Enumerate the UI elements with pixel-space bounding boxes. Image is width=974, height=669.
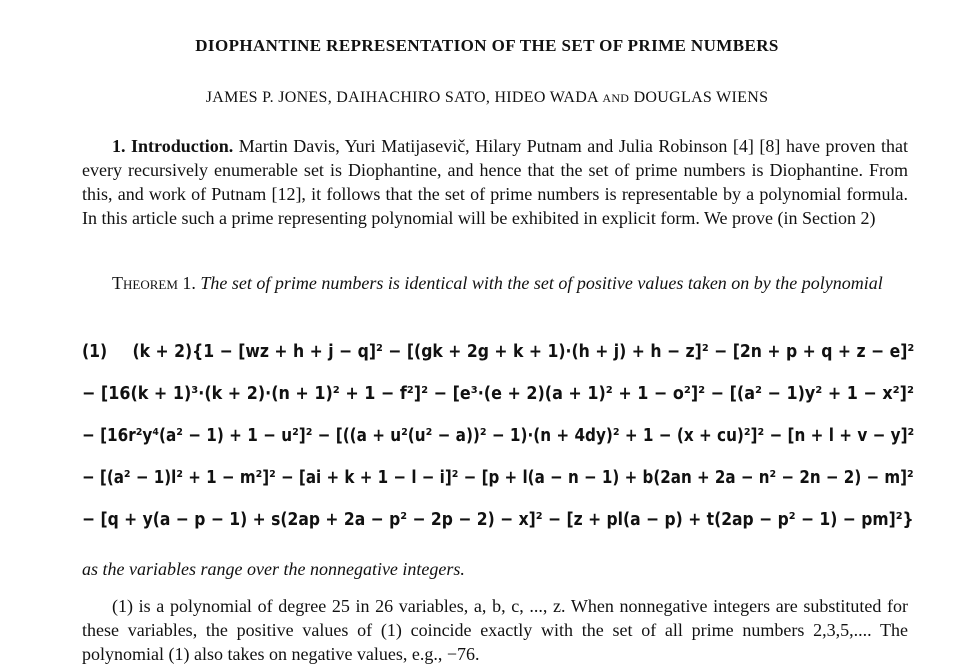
closing-paragraph: (1) is a polynomial of degree 25 in 26 variables, a, b, c, ..., z. When nonnegative integers are substituted for these variables, the positive values of (1) coincide exactly with the set of all prime numbers 2,3,5,.... The polynomial (1) also takes on negative values, e.g., −76. — [82, 596, 908, 664]
paper-title: DIOPHANTINE REPRESENTATION OF THE SET OF PRIME NUMBERS — [195, 36, 779, 55]
equation-line-text: (k + 2){1 − [wz + h + j − q]² − [(gk + 2g + k + 1)·(h + j) + h − z]² − [2n + p + q + z − e]² — [132, 341, 915, 362]
section-heading: 1. Introduction. — [112, 136, 234, 156]
theorem-label: Theorem 1. — [112, 273, 196, 293]
equation-line-5: − [q + y(a − p − 1) + s(2ap + 2a − p² − 2p − 2) − x]² − [z + pl(a − p) + t(2ap − p² − 1) − pm]²} — [82, 509, 914, 530]
theorem-text: The set of prime numbers is identical with the set of positive values taken on by the polynomial — [200, 273, 883, 293]
equation-line-2: − [16(k + 1)³·(k + 2)·(n + 1)² + 1 − f²]² − [e³·(e + 2)(a + 1)² + 1 − o²]² − [(a² − 1)y² + 1 − x²]² — [82, 383, 914, 404]
theorem-statement — [82, 271, 908, 295]
equation-line-4: − [(a² − 1)l² + 1 − m²]² − [ai + k + 1 − l − i]² − [p + l(a − n − 1) + b(2an + 2a − n² − 2n − 2) − m]² — [82, 467, 914, 488]
introduction-paragraph — [82, 134, 908, 230]
range-statement — [82, 557, 908, 581]
authors-and: AND — [602, 91, 630, 105]
authors-first: JAMES P. JONES, DAIHACHIRO SATO, HIDEO WADA — [205, 89, 599, 106]
equation-line-1 — [82, 341, 914, 362]
range-text: as the variables range over the nonnegative integers. — [82, 559, 465, 579]
authors-last: DOUGLAS WIENS — [633, 89, 769, 106]
equation-line-3: − [16r²y⁴(a² − 1) + 1 − u²]² − [((a + u²(u² − a))² − 1)·(n + 4dy)² + 1 − (x + cu)²]² − [n + l + v − y]² — [82, 425, 915, 446]
equation-number: (1) — [82, 341, 108, 362]
author-list — [0, 89, 974, 107]
introduction-text: Martin Davis, Yuri Matijasevič, Hilary Putnam and Julia Robinson [4] [8] have proven that every recursively enumerable set is Diophantine, and hence that the set of prime numbers is Diophantine. From this, and work of Putnam [12], it follows that the set of prime numbers is representable by a polynomial formula. In this article such a prime representing polynomial will be exhibited in explicit form. We prove (in Section 2) — [82, 136, 908, 228]
